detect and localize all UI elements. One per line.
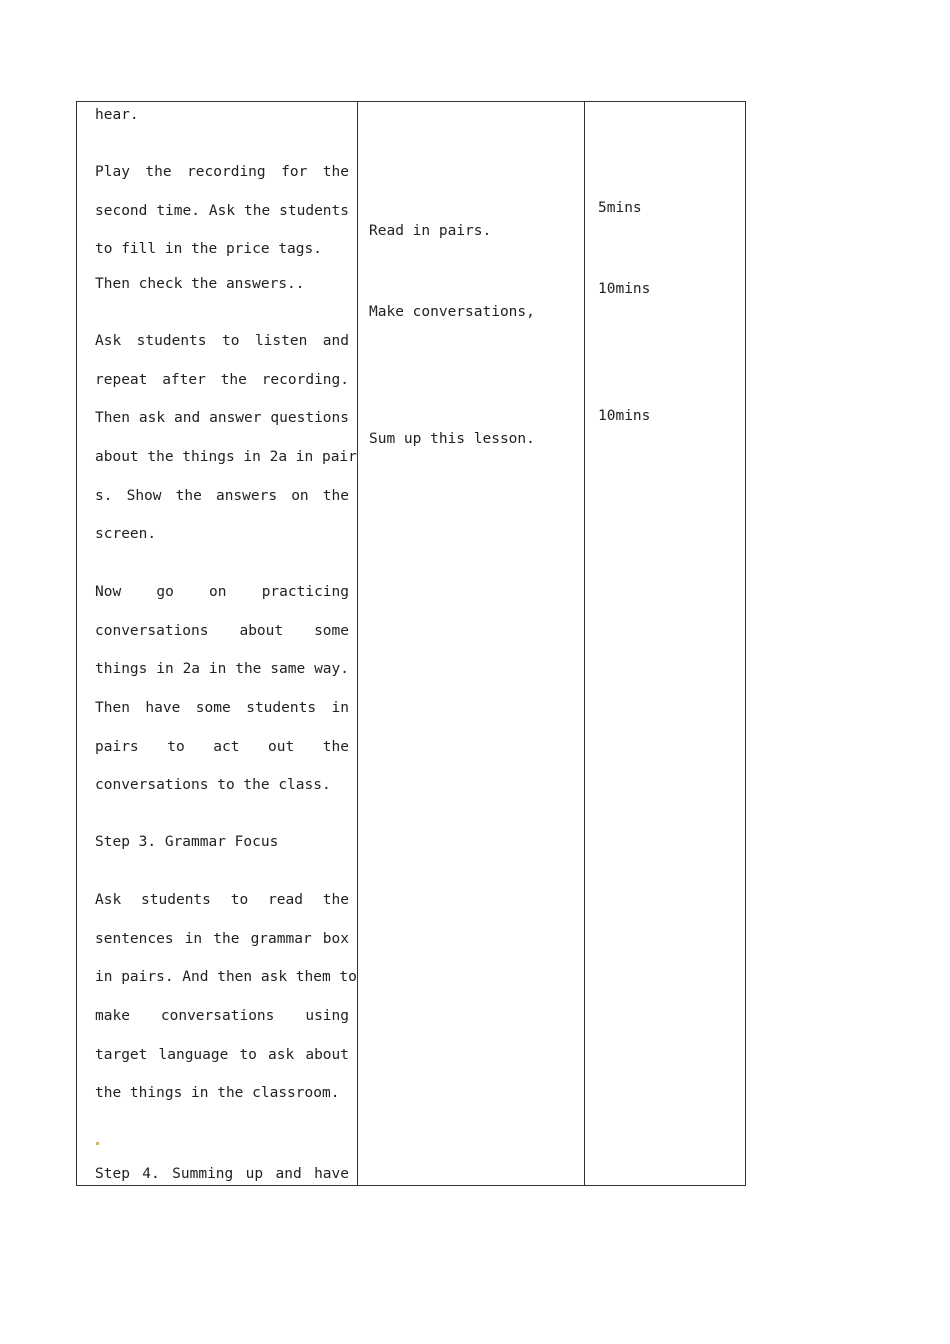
paragraph-listen-repeat xyxy=(95,322,357,554)
column-divider-1 xyxy=(357,102,358,1185)
paragraph-grammar xyxy=(95,881,357,1113)
text-line: to fill in the price tags. xyxy=(95,241,322,258)
mark-dot xyxy=(96,1142,99,1145)
student-activity-read-pairs: Read in pairs. xyxy=(369,223,492,239)
text-line: Ask students to read the xyxy=(95,892,349,908)
text-line: s. Show the answers on the xyxy=(95,487,349,504)
text-line: screen. xyxy=(95,526,157,543)
text-line: repeat after the recording. xyxy=(95,371,349,388)
step-heading: Step 4. Summing up and have xyxy=(95,1166,349,1182)
text-line: conversations to the class. xyxy=(95,777,331,794)
text-line: Ask students to listen and xyxy=(95,333,349,349)
text-line: Then check the answers.. xyxy=(95,276,305,293)
paragraph-play-recording xyxy=(95,153,349,304)
text-line: hear. xyxy=(95,107,139,123)
paragraph-step-4 xyxy=(95,1155,349,1194)
student-activity-sum-up: Sum up this lesson. xyxy=(369,431,535,447)
text-line: Play the recording for the xyxy=(95,164,349,180)
student-activity-make-conversations: Make conversations, xyxy=(369,304,535,320)
text-line: things in 2a in the same way. xyxy=(95,661,349,678)
text-line: target language to ask about xyxy=(95,1046,349,1063)
text-line: second time. Ask the students xyxy=(95,202,349,219)
text-line: the things in the classroom. xyxy=(95,1085,340,1102)
stray-mark xyxy=(95,1130,100,1149)
time-10mins-b: 10mins xyxy=(598,408,651,424)
step-heading: Step 3. Grammar Focus xyxy=(95,834,279,850)
text-line: in pairs. And then ask them to xyxy=(95,969,357,986)
paragraph-practicing xyxy=(95,573,349,805)
text-line: conversations about some xyxy=(95,622,349,639)
paragraph-step-3 xyxy=(95,823,349,862)
time-5mins: 5mins xyxy=(598,200,642,216)
text-line: pairs to act out the xyxy=(95,738,349,755)
paragraph-hear xyxy=(95,96,349,135)
text-line: make conversations using xyxy=(95,1008,349,1025)
column-divider-2 xyxy=(584,102,585,1185)
text-line: Then have some students in xyxy=(95,700,349,717)
text-line: Now go on practicing xyxy=(95,584,349,600)
time-10mins-a: 10mins xyxy=(598,281,651,297)
text-line: Then ask and answer questions xyxy=(95,410,349,427)
lesson-plan-table xyxy=(76,101,746,1186)
text-line: about the things in 2a in pair xyxy=(95,449,357,466)
text-line: sentences in the grammar box xyxy=(95,930,349,947)
